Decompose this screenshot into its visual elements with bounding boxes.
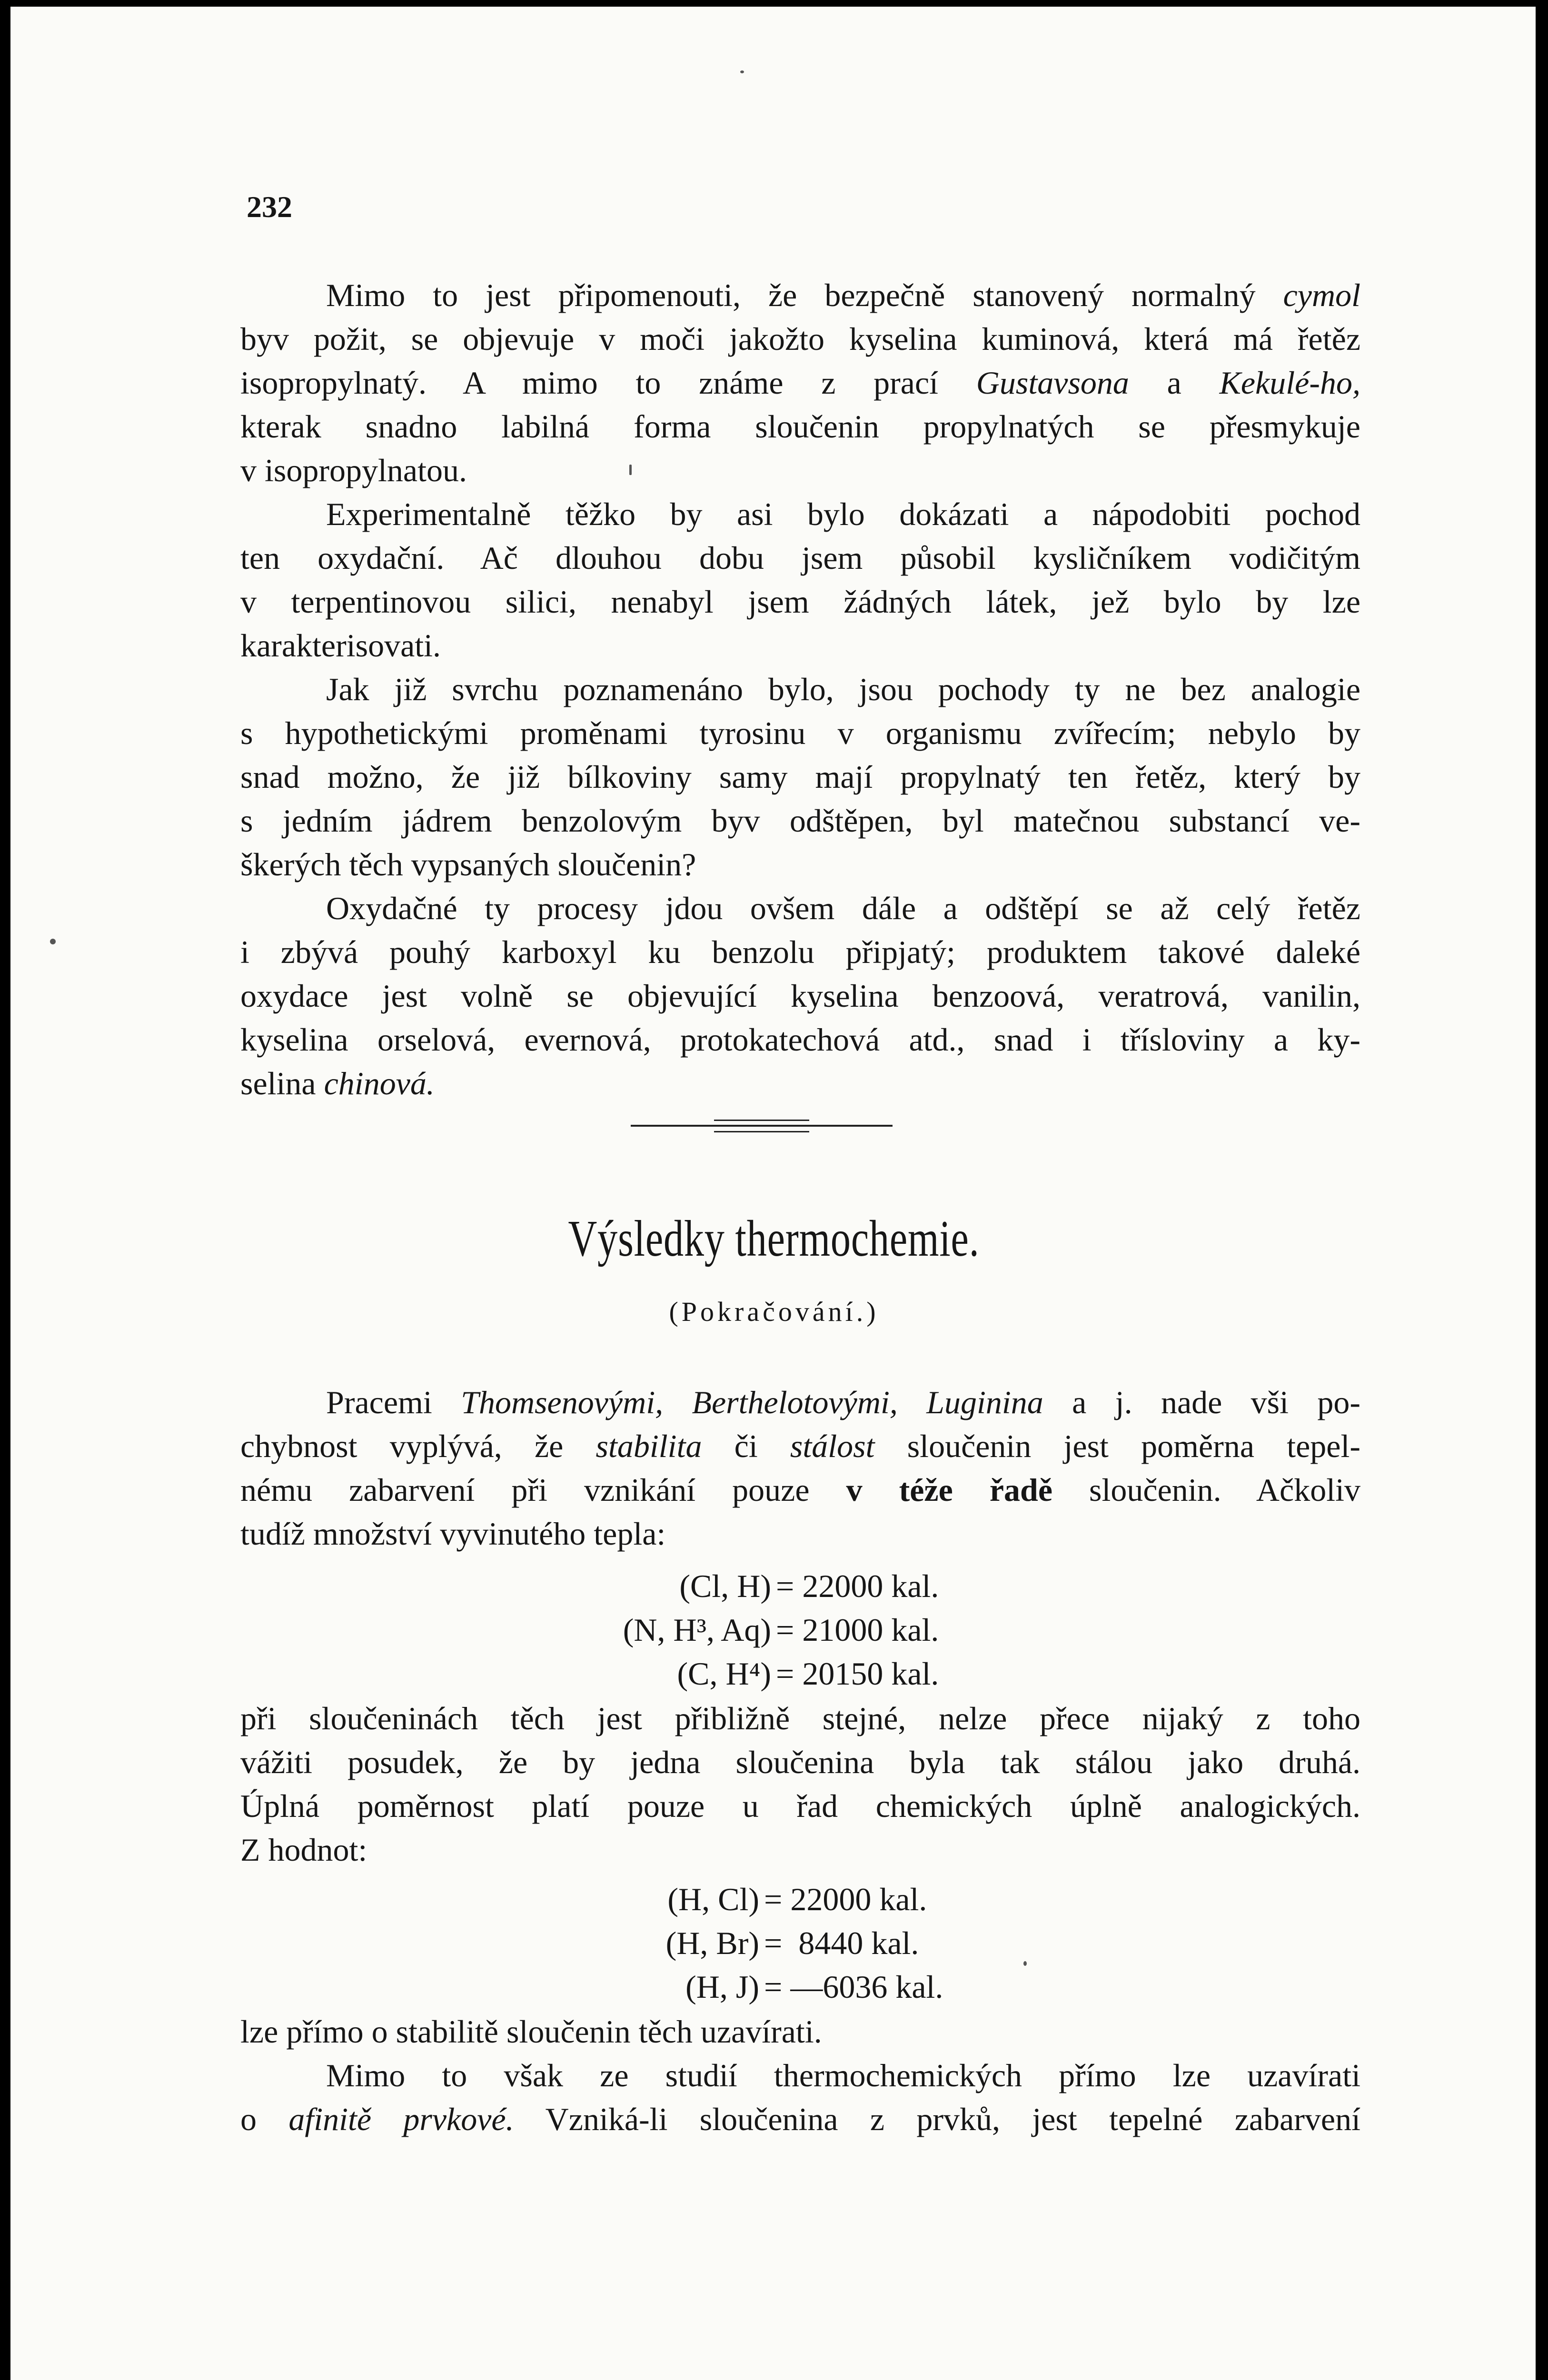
text-line	[240, 1061, 435, 1105]
separator-rule	[631, 1125, 893, 1127]
text-line	[240, 2010, 822, 2053]
formula-rhs: = 21000 kal.	[776, 1612, 939, 1648]
formula-rhs: = 8440 kal.	[764, 1925, 919, 1961]
scan-speck	[740, 70, 744, 73]
italic-text: Gustavsona	[976, 365, 1129, 401]
text-span: Mimo to jest připomenouti, že bezpečně stanovený normalný	[326, 277, 1283, 313]
formula-rhs: = 22000 kal.	[764, 1881, 927, 1917]
text-span: Pracemi	[326, 1384, 461, 1420]
text-span: snad možno, že již bílkoviny samy mají propylnatý ten řetěz, který by	[240, 759, 1360, 795]
text-span: kyselina orselová, evernová, protokatechová atd., snad i třísloviny a ky-	[240, 1021, 1360, 1058]
text-line	[326, 2053, 1360, 2097]
text-span: karakterisovati.	[240, 627, 441, 664]
text-line	[240, 1784, 1360, 1828]
bold-text: v téže řadě	[846, 1472, 1052, 1508]
italic-text: Thomsenovými, Berthelotovými, Luginina	[461, 1384, 1043, 1420]
italic-text: Kekulé-ho,	[1219, 365, 1360, 401]
text-line	[240, 448, 467, 492]
text-span: vážiti posudek, že by jedna sloučenina byla tak stálou jako druhá.	[240, 1744, 1360, 1780]
text-line	[240, 799, 1360, 843]
text-span: a j. nade vši po-	[1043, 1384, 1361, 1420]
text-span: nému zabarvení při vznikání pouze	[240, 1472, 846, 1508]
separator-rule	[714, 1120, 809, 1121]
text-line	[240, 405, 1360, 448]
text-line	[326, 492, 1360, 536]
text-line	[240, 536, 1360, 580]
text-span: i zbývá pouhý karboxyl ku benzolu připjatý; produktem takové daleké	[240, 934, 1360, 970]
section-title: Výsledky thermochemie.	[568, 1210, 980, 1267]
text-line	[326, 273, 1360, 317]
text-line	[240, 2097, 1360, 2141]
text-line	[240, 755, 1360, 799]
text-span: v isopropylnatou.	[240, 452, 467, 488]
text-span: oxydace jest volně se objevující kyselina benzoová, veratrová, vanilin,	[240, 978, 1360, 1014]
formula-lhs: (H, Cl)	[667, 1881, 759, 1917]
text-line	[240, 1424, 1360, 1468]
text-span: při sloučeninách těch jest přibližně stejné, nelze přece nijaký z toho	[240, 1700, 1360, 1736]
text-line	[240, 1740, 1360, 1784]
text-span: Oxydačné ty procesy jdou ovšem dále a odštěpí se až celý řetěz	[326, 890, 1360, 926]
text-span: s hypothetickými proměnami tyrosinu v organismu zvířecím; nebylo by	[240, 715, 1360, 751]
formula-lhs: (N, H³, Aq)	[623, 1612, 771, 1648]
text-span: lze přímo o stabilitě sloučenin těch uzavírati.	[240, 2013, 822, 2050]
text-line	[240, 843, 696, 886]
text-line	[326, 886, 1360, 930]
text-span: škerých těch vypsaných sloučenin?	[240, 846, 696, 883]
text-span: byv požit, se objevuje v moči jakožto kyselina kuminová, která má řetěz	[240, 321, 1360, 357]
text-span: sloučenin. Ačkoliv	[1052, 1472, 1360, 1508]
formula-lhs: (H, J)	[685, 1969, 759, 2005]
formula-rhs: = 20150 kal.	[776, 1656, 939, 1692]
text-line	[240, 624, 441, 667]
separator-rule	[714, 1131, 809, 1132]
text-span: kterak snadno labilná forma sloučenin propylnatých se přesmykuje	[240, 408, 1360, 445]
text-span: sloučenin jest poměrna tepel-	[874, 1428, 1361, 1464]
text-line	[240, 1468, 1360, 1512]
italic-text: stabilita	[595, 1428, 702, 1464]
text-span: Z hodnot:	[240, 1832, 367, 1868]
text-line	[240, 361, 1360, 405]
text-span: Úplná poměrnost platí pouze u řad chemických úplně analogických.	[240, 1788, 1360, 1824]
text-span: Experimentalně těžko by asi bylo dokázati a nápodobiti pochod	[326, 496, 1360, 532]
italic-text: cymol	[1283, 277, 1360, 313]
italic-text: chinová.	[324, 1065, 435, 1101]
text-span: v terpentinovou silici, nenabyl jsem žádných látek, jež bylo by lze	[240, 584, 1360, 620]
text-line	[240, 930, 1360, 974]
text-span: Vzniká-li sloučenina z prvků, jest tepelné zabarvení	[514, 2101, 1361, 2137]
page-number: 232	[247, 190, 292, 224]
text-span: Mimo to však ze studií thermochemických přímo lze uzavírati	[326, 2057, 1360, 2093]
text-span: ten oxydační. Ač dlouhou dobu jsem působil kysličníkem vodičitým	[240, 540, 1360, 576]
text-line	[240, 1696, 1360, 1740]
text-span: selina	[240, 1065, 324, 1101]
formula-rhs: = 22000 kal.	[776, 1568, 939, 1604]
formula-lhs: (C, H⁴)	[677, 1656, 771, 1692]
italic-text: afinitě prvkové.	[288, 2101, 514, 2137]
text-span: Jak již svrchu poznamenáno bylo, jsou pochody ty ne bez analogie	[326, 671, 1360, 707]
formula-lhs: (Cl, H)	[679, 1568, 771, 1604]
text-line	[326, 1380, 1360, 1424]
text-line	[240, 1512, 665, 1556]
formula-rhs: = —6036 kal.	[764, 1969, 943, 2005]
text-span: o	[240, 2101, 289, 2137]
scan-speck	[50, 939, 56, 944]
text-line	[326, 667, 1360, 711]
text-line	[240, 317, 1360, 361]
text-line	[240, 711, 1360, 755]
text-span: tudíž množství vyvinutého tepla:	[240, 1516, 666, 1552]
text-span: či	[702, 1428, 790, 1464]
text-line	[240, 974, 1360, 1018]
formula-lhs: (H, Br)	[665, 1925, 759, 1961]
section-subtitle: (Pokračování.)	[669, 1296, 879, 1327]
text-line	[240, 580, 1360, 624]
text-span: chybnost vyplývá, že	[240, 1428, 596, 1464]
scan-speck	[629, 465, 632, 475]
text-span: s jedním jádrem benzolovým byv odštěpen, byl matečnou substancí ve-	[240, 803, 1360, 839]
text-line	[240, 1018, 1360, 1061]
text-line	[240, 1828, 367, 1872]
text-span: a	[1129, 365, 1220, 401]
scan-speck	[1023, 1961, 1027, 1966]
text-span: isopropylnatý. A mimo to známe z prací	[240, 365, 976, 401]
italic-text: stálost	[790, 1428, 875, 1464]
